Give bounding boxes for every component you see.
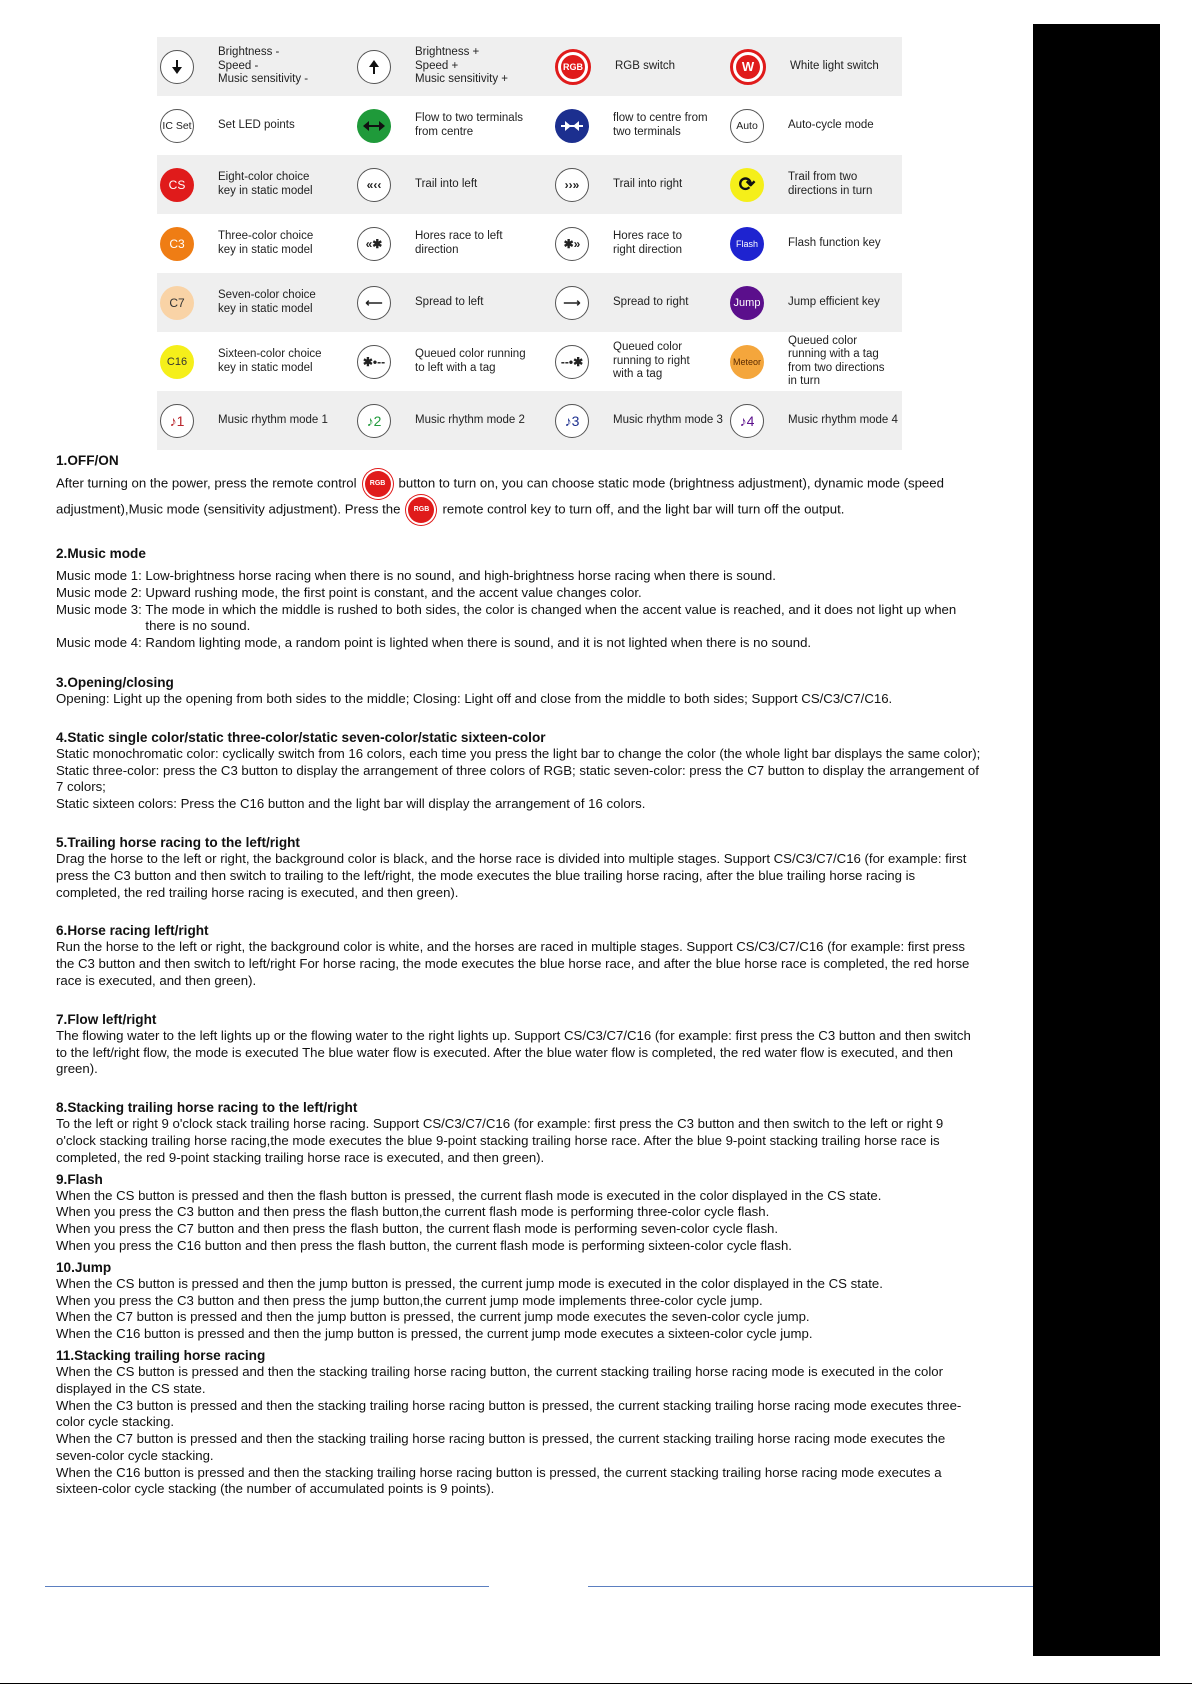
w-power-icon: W <box>730 49 766 85</box>
key-label-three-color-choice-key-in-stat: Three-color choice key in static model <box>218 230 314 256</box>
queue-right-icon: ‑‑•✱ <box>555 345 589 379</box>
key-cell <box>552 96 727 155</box>
key-label-trail-into-right: Trail into right <box>613 177 683 190</box>
section-title: 8.Stacking trailing horse racing to the left/right <box>56 1100 358 1116</box>
rgb-power-icon: RGB <box>408 497 434 523</box>
section-title: 10.Jump <box>56 1259 112 1275</box>
key-cell <box>727 37 902 96</box>
key-row <box>157 155 902 214</box>
key-row <box>157 96 902 155</box>
section-title: 5.Trailing horse racing to the left/right <box>56 834 300 850</box>
section-horse-racing: 6.Horse racing left/right Run the horse to the left or right, the background color is white, and the horses are raced in multiple stages. Support CS/C3/C7/C16 (for example: first press the C3 button and then switch to left/right For horse racing, the mode executes the blue horse race, and after the blue horse race is completed, the red horse race is executed, and then green). <box>56 922 981 989</box>
rgb-power-icon: RGB <box>555 49 591 85</box>
key-row <box>157 273 902 332</box>
key-cell <box>157 214 354 273</box>
section-trailing-horse: 5.Trailing horse racing to the left/right Drag the horse to the left or right, the background color is black, and the horse race is divided into multiple stages. Support CS/C3/C7/C16 (for example: first press the C3 button and then switch to trailing to the left/right, the mode executes the blue trailing horse racing, after the blue trailing horse racing is completed, the red trailing horse racing is executed, and then green). <box>56 834 981 901</box>
key-cell <box>727 155 902 214</box>
key-label-spread-to-left: Spread to left <box>415 295 484 308</box>
arrow-up-icon <box>357 50 391 84</box>
race-left-icon: «✱ <box>357 227 391 261</box>
key-cell <box>157 391 354 450</box>
spread-right-icon: ⟶ <box>555 286 589 320</box>
key-cell <box>727 391 902 450</box>
fill-icon: Flash <box>730 227 764 261</box>
section-title: 3.Opening/closing <box>56 674 174 690</box>
section-off-on <box>56 452 981 523</box>
key-label-music-rhythm-mode-2: Music rhythm mode 2 <box>415 413 525 426</box>
flow-in-icon <box>555 109 589 143</box>
fill-icon: C7 <box>160 286 194 320</box>
section-title: 2.Music mode <box>56 546 146 561</box>
note-icon: ♪1 <box>160 404 194 438</box>
section-static-color: 4.Static single color/static three-color/static seven-color/static sixteen-color Static monochromatic color: cyclically switch from 16 colors, each time you press the light bar to change the color (the whole light bar displays the same color); Static three-color: press the C3 button to display the arrangement of three colors of RGB; static seven-color: press the C7 button to display the arrangement of 7 colors; Static sixteen colors: Press the C16 button and the light bar will display the arrangement of 16 colors. <box>56 729 981 812</box>
fill-icon: C3 <box>160 227 194 261</box>
key-label-set-led-points: Set LED points <box>218 118 295 131</box>
section-flow: 7.Flow left/right The flowing water to the left lights up or the flowing water to the right lights up. Support CS/C3/C7/C16 (for example: first press the C3 button and then switch to the left/right flow, the mode is executed The blue water flow is executed. After the blue water flow is completed, the red water flow is executed, and then green). <box>56 1011 981 1078</box>
key-cell <box>157 155 354 214</box>
instructions <box>56 452 981 1498</box>
text: button to turn on, you can choose static mode (brightness adjustment), dynamic mode (speed adjustment),Music mode (sensitivity adjustment). Press the <box>56 475 944 517</box>
key-cell <box>354 155 552 214</box>
trail-right-icon: ››» <box>555 168 589 202</box>
key-cell <box>354 96 552 155</box>
key-label-hores-race-to-right-direction: Hores race to right direction <box>613 230 683 256</box>
section-title: 6.Horse racing left/right <box>56 923 209 939</box>
key-cell <box>157 273 354 332</box>
footer-rule-right <box>588 1586 1033 1587</box>
key-label-music-rhythm-mode-3: Music rhythm mode 3 <box>613 413 723 426</box>
text-icon: Auto <box>730 109 764 143</box>
key-label-brightness-speed-music-sensiti: Brightness - Speed - Music sensitivity - <box>218 46 309 86</box>
key-cell <box>354 332 552 391</box>
key-label-sixteen-color-choice-key-in-st: Sixteen-color choice key in static model <box>218 348 322 374</box>
key-label-white-light-switch: White light switch <box>790 59 879 72</box>
key-label-auto-cycle-mode: Auto-cycle mode <box>788 118 874 131</box>
key-row <box>157 214 902 273</box>
section-stacking: 11.Stacking trailing horse racing When the CS button is pressed and then the stacking trailing horse racing button, the current stacking trailing horse racing mode is executed in the color displayed in the CS state. When the C3 button is pressed and then the stacking trailing horse racing button is pressed, the current stacking trailing horse racing mode executes three-color cycle stacking. When the C7 button is pressed and then the stacking trailing horse racing button is pressed, the current stacking trailing horse racing mode executes the seven-color cycle stacking. When the C16 button is pressed and then the stacking trailing horse racing button is pressed, the current stacking trailing horse racing mode executes a sixteen-color cycle stacking (the number of accumulated points is 9 points). <box>56 1347 981 1498</box>
arrow-down-icon <box>160 50 194 84</box>
rgb-power-icon: RGB <box>365 471 391 497</box>
key-cell <box>727 273 902 332</box>
key-label-seven-color-choice-key-in-stat: Seven-color choice key in static model <box>218 289 316 315</box>
key-label-queued-color-running-to-right-: Queued color running to right with a tag <box>613 341 690 381</box>
key-label-music-rhythm-mode-1: Music rhythm mode 1 <box>218 413 328 426</box>
key-cell <box>354 273 552 332</box>
key-label-jump-efficient-key: Jump efficient key <box>788 295 880 308</box>
key-cell <box>354 37 552 96</box>
key-cell <box>552 391 727 450</box>
key-label-music-rhythm-mode-4: Music rhythm mode 4 <box>788 413 898 426</box>
spread-left-icon: ⟵ <box>357 286 391 320</box>
key-label-flow-to-centre-from-two-termin: flow to centre from two terminals <box>613 112 708 138</box>
key-cell <box>552 37 727 96</box>
key-cell <box>354 214 552 273</box>
key-cell <box>552 155 727 214</box>
key-row <box>157 332 902 391</box>
key-function-table <box>157 37 902 450</box>
key-label-flow-to-two-terminals-from-cen: Flow to two terminals from centre <box>415 112 524 138</box>
key-cell <box>354 391 552 450</box>
trail-left-icon: «‹‹ <box>357 168 391 202</box>
key-cell <box>727 214 902 273</box>
section-flash: 9.Flash When the CS button is pressed and then the flash button is pressed, the current flash mode is executed in the color displayed in the CS state. When you press the C3 button and then press the flash button,the current flash mode is performing three-color cycle flash. When you press the C7 button and then press the flash button, the current flash mode is performing seven-color cycle flash. When you press the C16 button and then press the flash button, the current flash mode is performing sixteen-color cycle flash. <box>56 1171 981 1255</box>
key-label-eight-color-choice-key-in-stat: Eight-color choice key in static model <box>218 171 313 197</box>
key-label-hores-race-to-left-direction: Hores race to left direction <box>415 230 503 256</box>
section-title: 1.OFF/ON <box>56 453 119 468</box>
section-stacking-trailing: 8.Stacking trailing horse racing to the left/right To the left or right 9 o'clock stack trailing horse racing. Support CS/C3/C7/C16 (for example: first press the C3 button and then switch to the left or right 9 o'clock stacking trailing horse racing,the mode executes the blue 9-point stacking trailing horse race. After the blue 9-point stacking trailing horse race is completed, the red 9-point stacking trailing horse race is executed, and then green). <box>56 1099 981 1166</box>
cycle-icon: ⟳ <box>730 168 764 202</box>
section-title: 4.Static single color/static three-color/static seven-color/static sixteen-color <box>56 729 546 745</box>
text: remote control key to turn off, and the light bar will turn off the output. <box>442 501 845 517</box>
section-jump: 10.Jump When the CS button is pressed and then the jump button is pressed, the current jump mode is executed in the color displayed in the CS state. When you press the C3 button and then press the jump button,the current jump mode implements three-color cycle jump. When the C7 button is pressed and then the jump button is pressed, the current jump mode executes the seven-color cycle jump. When the C16 button is pressed and then the jump button is pressed, the current jump mode executes a sixteen-color cycle jump. <box>56 1259 981 1343</box>
page-bottom-rule <box>0 1683 1192 1684</box>
text-icon: IC Set <box>160 109 194 143</box>
section-music-mode: 2.Music mode Music mode 1: Low-brightness horse racing when there is no sound, and high-brightness horse racing when there is sound. Music mode 2: Upward rushing mode, the first point is constant, and the accent value changes color. Music mode 3: The mode in which the middle is rushed to both sides, the color is changed when the accent value is reached, and it does not light up when there is no sound. Music mode 4: Random lighting mode, a random point is lighted when there is sound, and it is not lighted when there is no sound. <box>56 545 981 652</box>
key-label-flash-function-key: Flash function key <box>788 236 881 249</box>
key-cell <box>157 96 354 155</box>
note-icon: ♪2 <box>357 404 391 438</box>
key-label-queued-color-running-with-a-ta: Queued color running with a tag from two directions in turn <box>788 334 885 387</box>
flow-out-icon <box>357 109 391 143</box>
section-title: 7.Flow left/right <box>56 1011 157 1027</box>
section-title: 9.Flash <box>56 1171 103 1187</box>
key-label-trail-into-left: Trail into left <box>415 177 478 190</box>
race-right-icon: ✱» <box>555 227 589 261</box>
text: After turning on the power, press the remote control <box>56 475 357 491</box>
key-label-rgb-switch: RGB switch <box>615 59 676 72</box>
key-cell <box>552 332 727 391</box>
key-label-spread-to-right: Spread to right <box>613 295 689 308</box>
footer-rule-left <box>45 1586 489 1587</box>
key-row <box>157 391 902 450</box>
fill-icon: Jump <box>730 286 764 320</box>
queue-left-icon: ✱•‑‑ <box>357 345 391 379</box>
key-label-brightness-speed-music-sensiti: Brightness + Speed + Music sensitivity + <box>415 46 508 86</box>
key-cell <box>552 273 727 332</box>
key-label-queued-color-running-to-left-w: Queued color running to left with a tag <box>415 348 526 374</box>
fill-icon: CS <box>160 168 194 202</box>
note-icon: ♪4 <box>730 404 764 438</box>
key-cell <box>552 214 727 273</box>
fill-icon: Meteor <box>730 345 764 379</box>
key-cell <box>727 332 902 391</box>
key-cell <box>157 37 354 96</box>
key-label-trail-from-two-directions-in-t: Trail from two directions in turn <box>788 171 873 197</box>
key-row <box>157 37 902 96</box>
section-opening-closing: 3.Opening/closing Opening: Light up the opening from both sides to the middle; Closing: Light off and close from the middle to both sides; Support CS/C3/C7/C16. <box>56 674 981 708</box>
key-cell <box>157 332 354 391</box>
section-title: 11.Stacking trailing horse racing <box>56 1347 266 1363</box>
note-icon: ♪3 <box>555 404 589 438</box>
fill-icon: C16 <box>160 345 194 379</box>
brand-band <box>1033 24 1160 1656</box>
key-cell <box>727 96 902 155</box>
